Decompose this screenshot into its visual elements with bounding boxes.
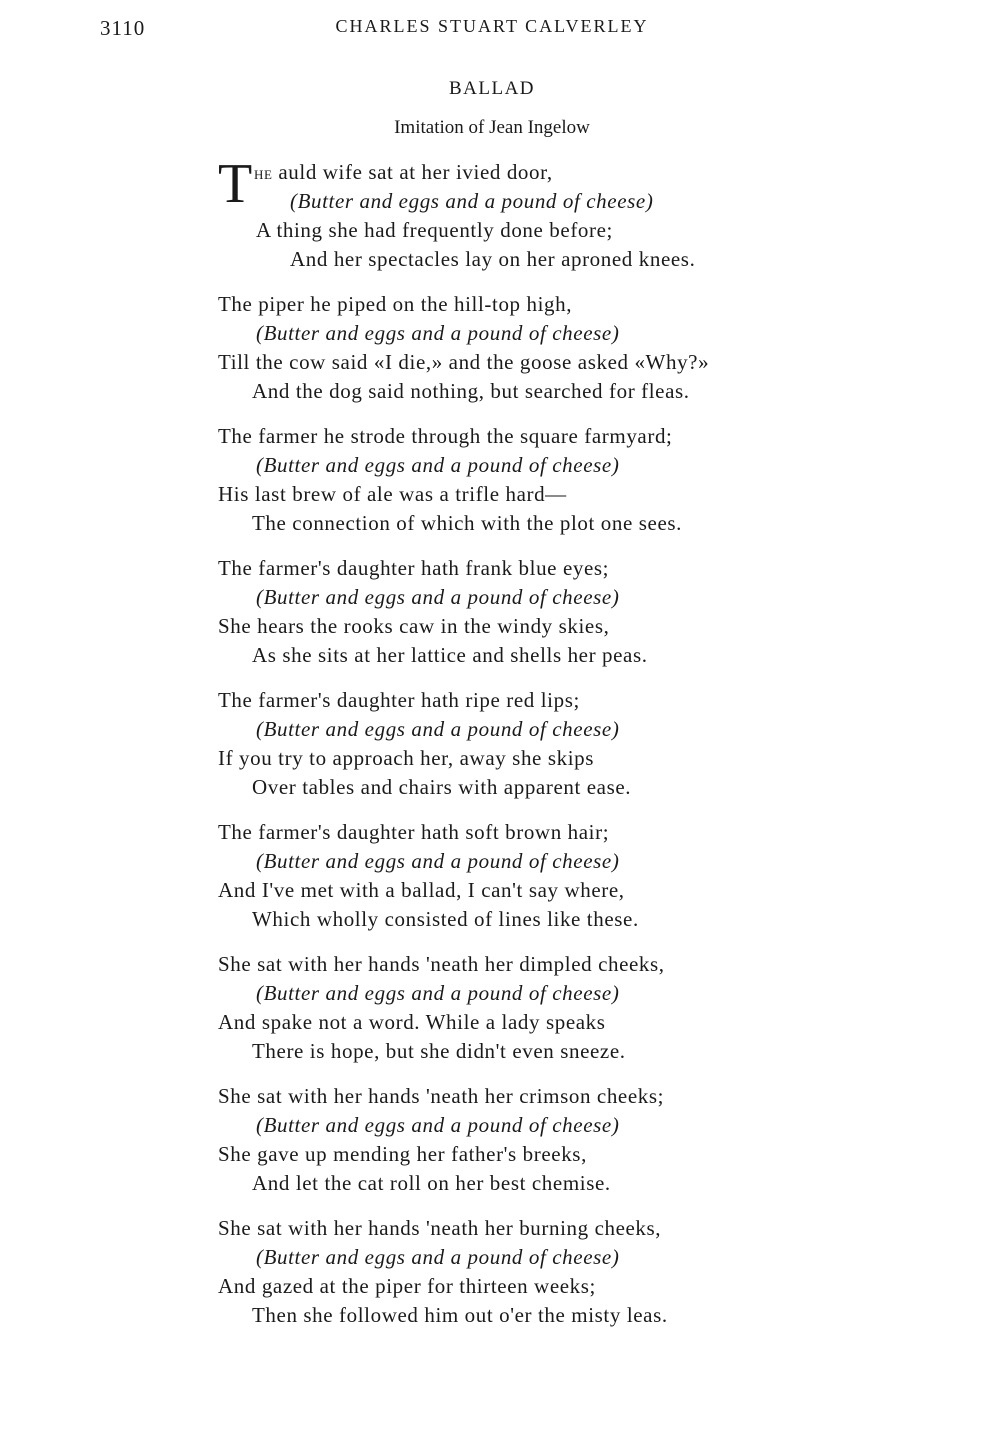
refrain-line: (Butter and eggs and a pound of cheese) [256, 321, 620, 345]
poem-line: Till the cow said «I die,» and the goose asked «Why?» [218, 350, 710, 374]
poem-line: The piper he piped on the hill-top high, [218, 292, 573, 316]
refrain-line: (Butter and eggs and a pound of cheese) [256, 1113, 620, 1137]
poem-line: Over tables and chairs with apparent ease. [252, 775, 632, 799]
stanza [218, 950, 898, 1066]
poem-line: Which wholly consisted of lines like these. [252, 907, 639, 931]
poem-title: BALLAD [448, 78, 536, 99]
poem-line: The farmer's daughter hath soft brown hair; [218, 820, 610, 844]
poem-subtitle: Imitation of Jean Ingelow [394, 117, 590, 138]
poem-line: As she sits at her lattice and shells her peas. [252, 643, 648, 667]
refrain-line: (Butter and eggs and a pound of cheese) [256, 585, 620, 609]
poem-line: The farmer's daughter hath ripe red lips; [218, 688, 580, 712]
poem-line: Then she followed him out o'er the misty leas. [252, 1303, 668, 1327]
refrain-line: (Butter and eggs and a pound of cheese) [256, 453, 620, 477]
stanza [218, 818, 898, 934]
poem-line: She sat with her hands 'neath her burning cheeks, [218, 1216, 662, 1240]
stanza [218, 1082, 898, 1198]
stanza [218, 422, 898, 538]
poem-line: The farmer's daughter hath frank blue eyes; [218, 556, 610, 580]
poem-line: And gazed at the piper for thirteen weeks; [218, 1274, 596, 1298]
stanza [218, 686, 898, 802]
poem-line: She hears the rooks caw in the windy skies, [218, 614, 610, 638]
poem-line: If you try to approach her, away she skips [218, 746, 595, 770]
refrain-line: (Butter and eggs and a pound of cheese) [256, 981, 620, 1005]
poem-line: His last brew of ale was a trifle hard— [218, 482, 567, 506]
poem-line: And spake not a word. While a lady speaks [218, 1010, 606, 1034]
poem-line: And let the cat roll on her best chemise. [252, 1171, 611, 1195]
poem-line: She sat with her hands 'neath her crimson cheeks; [218, 1084, 665, 1108]
first-line-tail: auld wife sat at her ivied door, [272, 160, 553, 184]
poem-line: She gave up mending her father's breeks, [218, 1142, 587, 1166]
stanza [218, 153, 898, 274]
first-word-rest: he [254, 163, 273, 184]
stanza [218, 554, 898, 670]
refrain-line: (Butter and eggs and a pound of cheese) [290, 189, 654, 213]
refrain-line: (Butter and eggs and a pound of cheese) [256, 1245, 620, 1269]
poem-body [218, 153, 898, 1346]
poem-line: A thing she had frequently done before; [256, 218, 613, 242]
poem-line: There is hope, but she didn't even sneeze. [252, 1039, 626, 1063]
poem-line: The farmer he strode through the square farmyard; [218, 424, 673, 448]
poem-line: And her spectacles lay on her aproned knees. [290, 247, 696, 271]
drop-cap: T [218, 153, 253, 215]
stanza [218, 1214, 898, 1330]
poem-line: She sat with her hands 'neath her dimpled cheeks, [218, 952, 665, 976]
poem-line: And I've met with a ballad, I can't say where, [218, 878, 625, 902]
poem-line: The connection of which with the plot one sees. [252, 511, 683, 535]
poem-line: And the dog said nothing, but searched for fleas. [252, 379, 690, 403]
stanza [218, 290, 898, 406]
refrain-line: (Butter and eggs and a pound of cheese) [256, 849, 620, 873]
refrain-line: (Butter and eggs and a pound of cheese) [256, 717, 620, 741]
running-head: CHARLES STUART CALVERLEY [335, 16, 649, 36]
page-number: 3110 [100, 16, 146, 40]
